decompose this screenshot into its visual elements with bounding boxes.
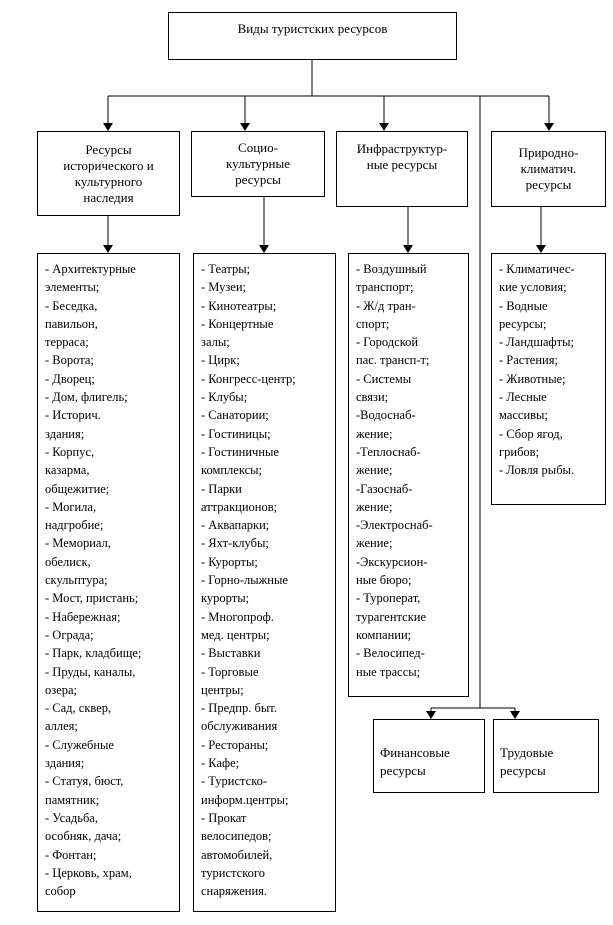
list-item: - Корпус, казарма, общежитие; — [45, 444, 110, 496]
list-item: - Кинотеатры; — [201, 298, 277, 313]
list-item: - Архитектурные элементы; — [45, 262, 136, 295]
list-item: - Велосипед- ные трассы; — [356, 646, 425, 679]
list-item: - Мост, пристань; — [45, 591, 139, 606]
list-item: - Горно-лыжные курорты; — [201, 573, 288, 606]
list-item: - Водные ресурсы; — [499, 298, 548, 331]
list-item: - Церковь, храм, собор — [45, 865, 132, 899]
list-item: -Теплоснаб- жение; — [356, 444, 421, 478]
category-title: Социо- культурные ресурсы — [226, 140, 290, 187]
list-item: -Электроснаб- жение; — [356, 518, 433, 551]
list-item: - Предпр. быт. обслуживания — [201, 701, 278, 734]
list-item: - Ловля рыбы. — [499, 463, 575, 478]
category-list-heritage — [37, 253, 180, 912]
list-item: - Пруды, каналы, озера; — [45, 664, 136, 697]
list-item: - Театры; — [201, 262, 251, 276]
list-item: - Парки аттракционов; — [201, 481, 278, 514]
list-item: - Климатичес- кие условия; — [499, 262, 575, 295]
list-item: - Лесные массивы; — [499, 390, 548, 423]
list-item: - Многопроф. мед. центры; — [201, 609, 274, 642]
list-item: - Выставки — [201, 646, 261, 661]
category-list-sociocultural — [193, 253, 336, 912]
list-item: - Животные; — [499, 371, 566, 386]
category-list-natural — [491, 253, 606, 505]
list-item: - Могила, надгробие; — [45, 499, 104, 533]
list-item: - Клубы; — [201, 390, 248, 405]
list-item: - Яхт-клубы; — [201, 536, 269, 551]
labour-resources-box — [493, 719, 599, 793]
list-item: - Дворец; — [45, 371, 95, 386]
list-item: - Гостиничные комплексы; — [201, 444, 279, 478]
list-item: - Служебные здания; — [45, 737, 114, 771]
category-title: Ресурсы исторического и культурного наследия — [63, 141, 154, 205]
list-item: -Водоснаб- жение; — [356, 408, 416, 441]
list-item: - Гостиницы; — [201, 426, 271, 441]
list-item: - Музеи; — [201, 280, 246, 295]
root-box — [168, 12, 457, 60]
list-item: - Усадьба, особняк, дача; — [45, 810, 122, 844]
category-header-infrastructure — [336, 131, 468, 207]
list-item: - Туристско- информ.центры; — [201, 774, 289, 807]
list-item: - Парк, кладбище; — [45, 646, 142, 661]
list-item: - Растения; — [499, 353, 558, 368]
category-list-infrastructure — [348, 253, 469, 697]
list-item: - Ж/д тран- спорт; — [356, 298, 416, 331]
list-item: - Мемориал, обелиск, скульптура; — [45, 536, 111, 588]
list-item: - Цирк; — [201, 353, 240, 368]
root-title: Виды туристских ресурсов — [237, 21, 388, 36]
list-item: - Туроперат, турагентские компании; — [356, 591, 427, 642]
list-item: - Набережная; — [45, 609, 121, 624]
category-title: Природно- климатич. ресурсы — [518, 145, 579, 192]
list-item: - Системы связи; — [356, 371, 412, 405]
list-item: - Ворота; — [45, 353, 94, 368]
list-item: - Санатории; — [201, 408, 269, 423]
list-item: - Прокат велосипедов; автомобилей, туристского снаряжения. — [201, 810, 273, 899]
category-header-natural — [491, 131, 606, 207]
list-item: - Дом, флигель; — [45, 390, 128, 405]
category-header-sociocultural — [191, 131, 325, 197]
list-item: - Воздушный транспорт; — [356, 262, 427, 295]
labour-resources-title: Трудовые ресурсы — [500, 745, 554, 778]
list-item: - Беседка, павильон, терраса; — [45, 298, 98, 350]
list-item: - Конгресс-центр; — [201, 371, 296, 386]
list-item: - Кафе; — [201, 756, 240, 771]
category-header-heritage — [37, 131, 180, 216]
list-item: - Фонтан; — [45, 847, 97, 862]
financial-resources-box — [373, 719, 485, 793]
list-item: - Курорты; — [201, 554, 258, 569]
list-item: - Сад, сквер, аллея; — [45, 701, 112, 734]
list-item: - Статуя, бюст, памятник; — [45, 774, 124, 807]
list-item: - Городской пас. трансп-т; — [356, 335, 430, 368]
list-item: - Историч. здания; — [45, 408, 101, 441]
list-item: - Концертные залы; — [201, 316, 274, 350]
list-item: -Газоснаб- жение; — [356, 481, 413, 514]
list-item: - Рестораны; — [201, 737, 269, 752]
list-item: - Торговые центры; — [201, 664, 259, 697]
list-item: -Экскурсион- ные бюро; — [356, 554, 428, 588]
list-item: - Ландшафты; — [499, 335, 574, 350]
category-title: Инфраструктур- ные ресурсы — [356, 141, 448, 172]
list-item: - Аквапарки; — [201, 518, 270, 533]
financial-resources-title: Финансовые ресурсы — [380, 745, 450, 778]
list-item: - Сбор ягод, грибов; — [499, 426, 563, 459]
list-item: - Ограда; — [45, 627, 94, 642]
